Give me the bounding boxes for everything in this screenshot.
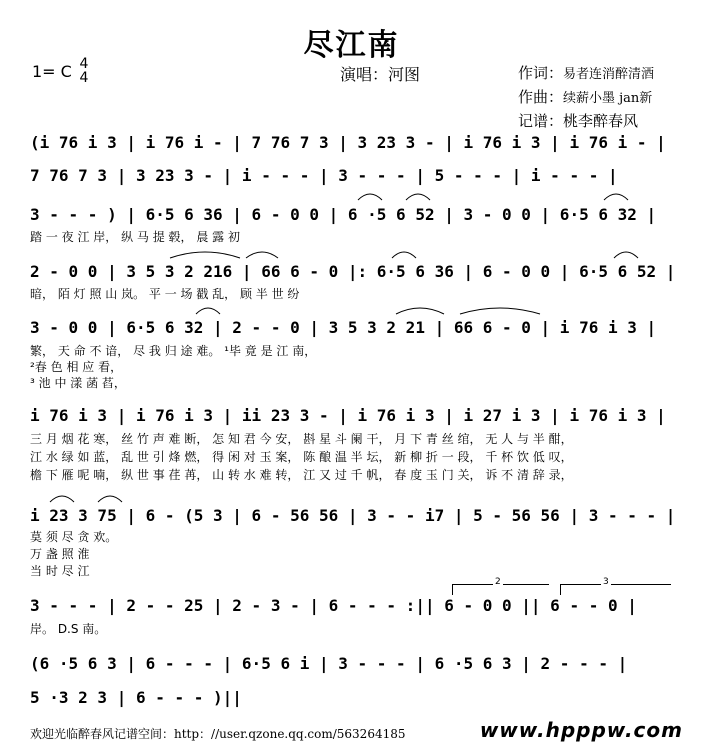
slur-arc	[460, 308, 540, 314]
lyric-line-6a: 三 月 烟 花 寒， 丝 竹 声 难 断， 怎 知 君 今 安， 斟 星 斗 阑 干， 月 下 青 丝 绾， 无 人 与 半 酣，	[30, 432, 573, 446]
music-line-1: (i 76 i 3 | i 76 i - | 7 76 7 3 | 3 23 3 - | i 76 i 3 | i 76 i - |	[30, 133, 666, 152]
music-line-8: 3 - - - | 2 - - 25 | 2 - 3 - | 6 - - - :|| 6 - 0 0 || 6 - - 0 |	[30, 596, 637, 615]
slur-arc	[358, 194, 382, 200]
composer-label: 作曲：	[518, 88, 564, 106]
lyric-line-5b: ²春 色 相 应 看，	[30, 360, 123, 374]
transcriber-label: 记谱：	[518, 112, 564, 130]
lyric-line-7a: 莫 须 尽 贪 欢。	[30, 530, 118, 544]
lyric-line-6b: 江 水 绿 如 蓝， 乱 世 引 烽 燃， 得 闲 对 玉 案， 陈 酿 温 半 坛， 新 柳 折 一 段， 千 杯 饮 低 叹，	[30, 450, 573, 464]
music-line-9: (6 ·5 6 3 | 6 - - - | 6·5 6 i | 3 - - - | 6 ·5 6 3 | 2 - - - |	[30, 654, 628, 673]
key-signature: 1= C	[32, 62, 72, 81]
slur-arc	[98, 496, 122, 502]
singer: 演唱：河图	[340, 65, 421, 84]
music-line-2: 7 76 7 3 | 3 23 3 - | i - - - | 3 - - - | 5 - - - | i - - - |	[30, 166, 618, 185]
time-sig-top: 4	[79, 56, 89, 72]
slur-arc	[604, 194, 628, 200]
site-watermark: www.hpppw.com	[479, 718, 683, 742]
lyric-line-3: 踏 一 夜 江 岸， 纵 马 提 毂， 晨 露 初	[30, 230, 240, 244]
slur-arc	[406, 194, 430, 200]
slur-arc	[392, 252, 416, 258]
slur-arc	[246, 252, 278, 258]
slur-arc	[196, 308, 220, 314]
music-line-3: 3 - - - ) | 6·5 6 36 | 6 - 0 0 | 6 ·5 6 52 | 3 - 0 0 | 6·5 6 32 |	[30, 205, 657, 224]
lyric-line-6c: 檐 下 雁 呢 喃， 纵 世 事 荏 苒， 山 转 水 难 转， 江 又 过 千 帆， 春 度 玉 门 关， 诉 不 清 辞 录，	[30, 468, 573, 482]
slur-arc	[50, 496, 74, 502]
lyric-line-4: 暗， 陌 灯 照 山 岚。 平 一 场 戳 乱， 顾 半 世 纷	[30, 287, 300, 301]
lyric-line-5c: ³ 池 中 漾 菡 萏，	[30, 376, 126, 390]
lyric-line-5a: 繁， 天 命 不 谙， 尽 我 归 途 难。 ¹毕 竟 是 江 南，	[30, 344, 317, 358]
music-line-4: 2 - 0 0 | 3 5 3 2 216 | 66 6 - 0 |: 6·5 6 36 | 6 - 0 0 | 6·5 6 52 |	[30, 262, 676, 281]
music-line-7: i 23 3 75 | 6 - (5 3 | 6 - 56 56 | 3 - - i7 | 5 - 56 56 | 3 - - - |	[30, 506, 676, 525]
music-line-5: 3 - 0 0 | 6·5 6 32 | 2 - - 0 | 3 5 3 2 21 | 66 6 - 0 | i 76 i 3 |	[30, 318, 657, 337]
slur-arc	[396, 308, 444, 314]
music-line-6: i 76 i 3 | i 76 i 3 | ii 23 3 - | i 76 i 3 | i 27 i 3 | i 76 i 3 |	[30, 406, 666, 425]
lyricist-name: 易者连消醉清酒	[563, 67, 655, 82]
composer-name: 续薪小墨 jan新	[563, 91, 653, 106]
footer-text: 欢迎光临醉春风记谱空间：http：//user.qzone.qq.com/563264185	[30, 727, 406, 741]
time-sig-bottom: 4	[79, 70, 89, 86]
lyric-line-7c: 当 时 尽 江	[30, 564, 90, 578]
lyric-line-8: 岸。 D.S 南。	[30, 622, 107, 636]
volta-first-number: 2	[495, 577, 501, 587]
slur-arc	[614, 252, 638, 258]
transcriber-name: 桃李醉春风	[563, 112, 639, 130]
music-line-10: 5 ·3 2 3 | 6 - - - )||	[30, 688, 242, 707]
volta-second-number: 3	[603, 577, 609, 587]
lyric-line-7b: 万 盏 照 淮	[30, 547, 90, 561]
lyricist-label: 作词：	[518, 64, 564, 82]
song-title: 尽江南	[303, 28, 400, 63]
slur-arc	[170, 252, 240, 258]
